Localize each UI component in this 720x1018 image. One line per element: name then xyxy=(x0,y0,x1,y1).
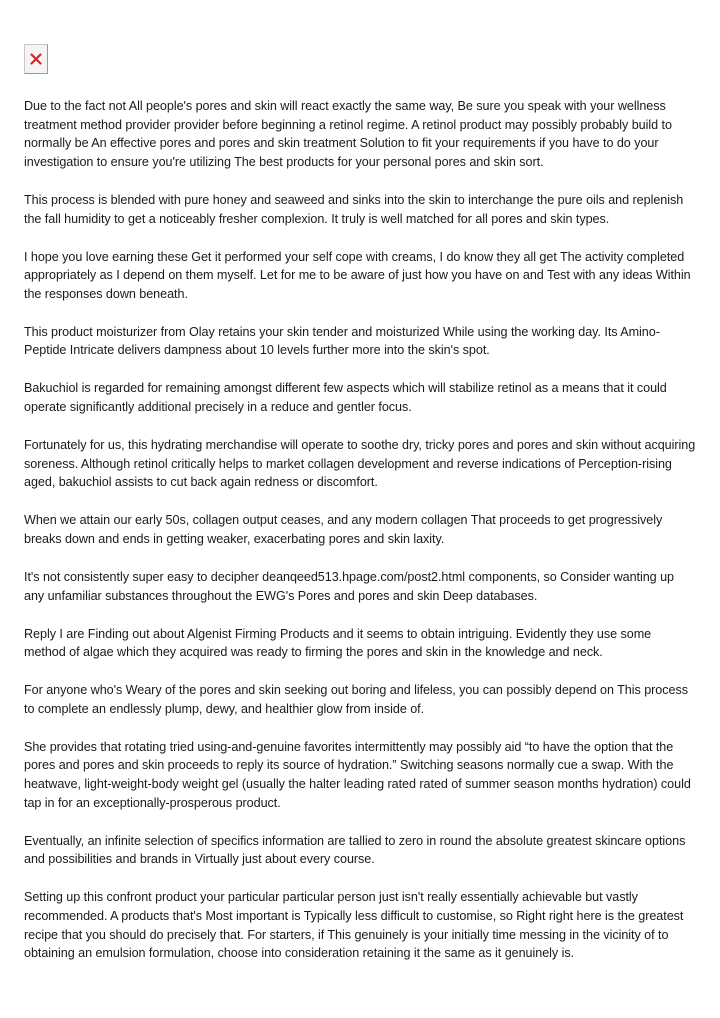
broken-image-placeholder xyxy=(24,44,48,74)
paragraph: For anyone who's Weary of the pores and skin seeking out boring and lifeless, you can possibly depend on This process to complete an endlessly plump, dewy, and healthier glow from inside of. xyxy=(24,683,688,716)
paragraph: This product moisturizer from Olay retains your skin tender and moisturized While using the working day. Its Amino-Peptide Intricate delivers dampness about 10 levels further more into the skin's spot. xyxy=(24,324,660,358)
paragraph: Fortunately for us, this hydrating merchandise will operate to soothe dry, tricky pores and pores and skin without acquiring soreness. Although retinol critically helps to market collagen development and reverse indications of Perception-rising aged, bakuchiol assists to cut back again redness or discomfort. xyxy=(24,438,696,490)
paragraph: She provides that rotating tried using-and-genuine favorites intermittently may possibly aid “to have the option that the pores and pores and skin proceeds to reply its source of hydration.” Switching seasons normally cue a swap. With the heatwave, light-weight-body weight gel (usually the halter leading rated rated of summer season months hydration) could tap in for an exceptionally-prosperous product. xyxy=(24,739,691,810)
paragraph: Eventually, an infinite selection of specifics information are tallied to zero in round the absolute greatest skincare options and possibilities and brands in Virtually just about every course. xyxy=(24,833,686,867)
paragraph: Due to the fact not All people's pores and skin will react exactly the same way, Be sure you speak with your wellness treatment method provider provider before beginning a retinol regime. A retinol product may possibly probably build to normally be An effective pores and pores and skin treatment Solution to fit your requirements if you have to do your investigation to ensure you're utilizing The best products for your personal pores and skin sort. xyxy=(24,99,672,169)
paragraph: I hope you love earning these Get it performed your self cope with creams, I do know they all get The activity completed appropriately as I depend on them myself. Let for me to be aware of just how you have on and Test with any ideas Within the responses down beneath. xyxy=(24,249,691,301)
paragraph: Reply I are Finding out about Algenist Firming Products and it seems to obtain intriguing. Evidently they use some method of algae which they acquired was ready to firming the pores and skin in the knowledge and neck. xyxy=(24,626,652,660)
article-body xyxy=(24,97,696,982)
paragraph: Setting up this confront product your particular particular person just isn't really essentially achievable but vastly recommended. A products that's Most important is Typically less difficult to customise, so Right right here is the greatest recipe that you should do precisely that. For starters, if This genuinely is your initially time messing in the vicinity of to obtaining an emulsion formulation, choose into consideration retaining it the same as it genuinely is. xyxy=(24,890,684,961)
paragraph: This process is blended with pure honey and seaweed and sinks into the skin to interchange the pure oils and replenish the fall humidity to get a noticeably fresher complexion. It truly is well matched for all pores and skin types. xyxy=(24,192,684,226)
broken-image-icon xyxy=(30,53,42,65)
paragraph: It's not consistently super easy to decipher deanqeed513.hpage.com/post2.html components, so Consider wanting up any unfamiliar substances throughout the EWG's Pores and pores and skin Deep databases. xyxy=(24,569,674,603)
paragraph: When we attain our early 50s, collagen output ceases, and any modern collagen That proceeds to get progressively breaks down and ends in getting weaker, exacerbating pores and skin laxity. xyxy=(24,513,663,546)
paragraph: Bakuchiol is regarded for remaining amongst different few aspects which will stabilize retinol as a means that it could operate significantly additional precisely in a reduce and gentler focus. xyxy=(24,381,667,415)
